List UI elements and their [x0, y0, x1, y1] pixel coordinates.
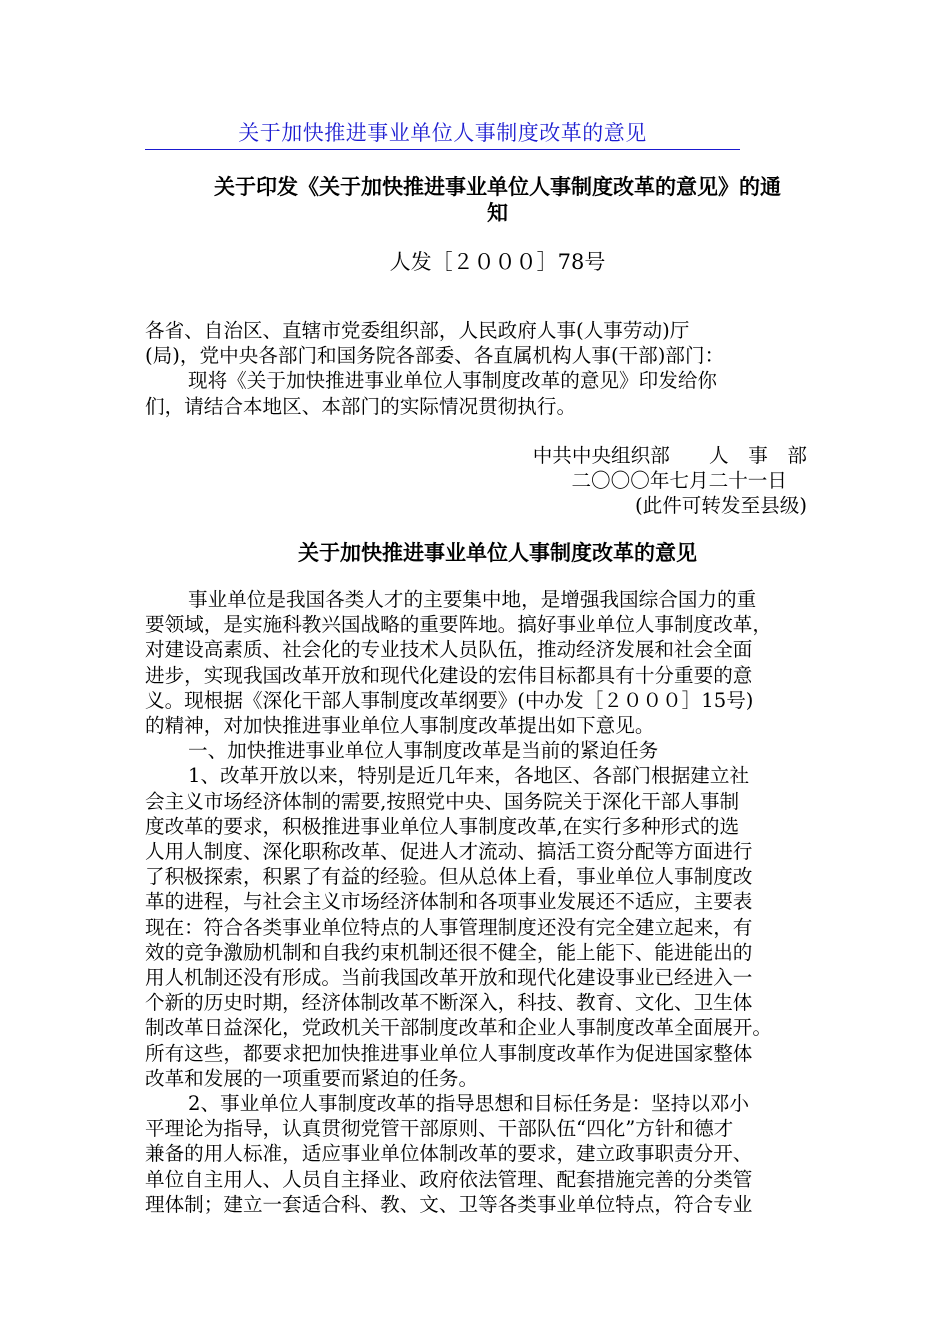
- document-number: 人发［２０００］78号: [389, 250, 606, 274]
- signature-issuers: 中共中央组织部 人 事 部: [532, 444, 807, 467]
- paragraph-line: 事业单位是我国各类人才的主要集中地，是增强我国综合国力的重: [188, 588, 757, 611]
- address-block: [145, 318, 845, 419]
- paragraph-line: 改革和发展的一项重要而紧迫的任务。: [145, 1066, 479, 1090]
- paragraph-line: 现在：符合各类事业单位特点的人事管理制度还没有完全建立起来，有: [145, 915, 753, 939]
- paragraph-line: 对建设高素质、社会化的专业技术人员队伍，推动经济发展和社会全面: [145, 638, 753, 662]
- paragraph-line: 1、改革开放以来，特别是近几年来，各地区、各部门根据建立社: [188, 764, 750, 788]
- opinion-body: [145, 587, 845, 1217]
- paragraph-line: 义。现根据《深化干部人事制度改革纲要》(中办发［２０００］15号): [145, 688, 754, 712]
- paragraph-line: 用人机制还没有形成。当前我国改革开放和现代化建设事业已经进入一: [145, 966, 753, 990]
- paragraph-line: 的精神，对加快推进事业单位人事制度改革提出如下意见。: [145, 714, 655, 738]
- paragraph-line: 理体制；建立一套适合科、教、文、卫等各类事业单位特点，符合专业: [145, 1192, 753, 1216]
- paragraph-line: 要领域，是实施科教兴国战略的重要阵地。搞好事业单位人事制度改革，: [145, 613, 772, 637]
- notice-title: [150, 174, 845, 226]
- paragraph-line: 会主义市场经济体制的需要,按照党中央、国务院关于深化干部人事制: [145, 789, 740, 813]
- opinion-title: 关于加快推进事业单位人事制度改革的意见: [298, 540, 697, 565]
- notice-title-line-1: 关于印发《关于加快推进事业单位人事制度改革的意见》的通: [214, 174, 781, 199]
- paragraph-line: 制改革日益深化，党政机关干部制度改革和企业人事制度改革全面展开。: [145, 1016, 772, 1040]
- paragraph-line: 一、加快推进事业单位人事制度改革是当前的紧迫任务: [188, 739, 659, 763]
- signature-note: (此件可转发至县级): [634, 494, 807, 517]
- paragraph-line: 人用人制度、深化职称改革、促进人才流动、搞活工资分配等方面进行: [145, 840, 753, 864]
- paragraph-line: 革的进程，与社会主义市场经济体制和各项事业发展还不适应，主要表: [145, 890, 753, 914]
- paragraph-line: 2、事业单位人事制度改革的指导思想和目标任务是：坚持以邓小: [188, 1092, 750, 1116]
- paragraph-line: 进步，实现我国改革开放和现代化建设的宏伟目标都具有十分重要的意: [145, 663, 753, 687]
- document-link-title[interactable]: 关于加快推进事业单位人事制度改革的意见: [145, 118, 740, 150]
- forward-line: 们，请结合本地区、本部门的实际情况贯彻执行。: [145, 394, 577, 418]
- address-line: (局)，党中央各部门和国务院各部委、各直属机构人事(干部)部门：: [145, 344, 725, 368]
- notice-title-line-2: 知: [487, 200, 508, 225]
- paragraph-line: 所有这些，都要求把加快推进事业单位人事制度改革作为促进国家整体: [145, 1041, 753, 1065]
- paragraph-line: 个新的历史时期，经济体制改革不断深入，科技、教育、文化、卫生体: [145, 991, 753, 1015]
- paragraph-line: 了积极探索，积累了有益的经验。但从总体上看，事业单位人事制度改: [145, 865, 753, 889]
- paragraph-line: 单位自主用人、人员自主择业、政府依法管理、配套措施完善的分类管: [145, 1167, 753, 1191]
- signature-date: 二〇〇〇年七月二十一日: [571, 469, 787, 492]
- paragraph-line: 平理论为指导，认真贯彻党管干部原则、干部队伍“四化”方针和德才: [145, 1117, 734, 1141]
- forward-line: 现将《关于加快推进事业单位人事制度改革的意见》印发给你: [188, 369, 718, 393]
- paragraph-line: 效的竞争激励机制和自我约束机制还很不健全，能上能下、能进能出的: [145, 940, 753, 964]
- paragraph-line: 度改革的要求，积极推进事业单位人事制度改革,在实行多种形式的选: [145, 814, 740, 838]
- paragraph-line: 兼备的用人标准，适应事业单位体制改革的要求，建立政事职责分开、: [145, 1142, 753, 1166]
- address-line: 各省、自治区、直辖市党委组织部，人民政府人事(人事劳动)厅: [145, 319, 690, 342]
